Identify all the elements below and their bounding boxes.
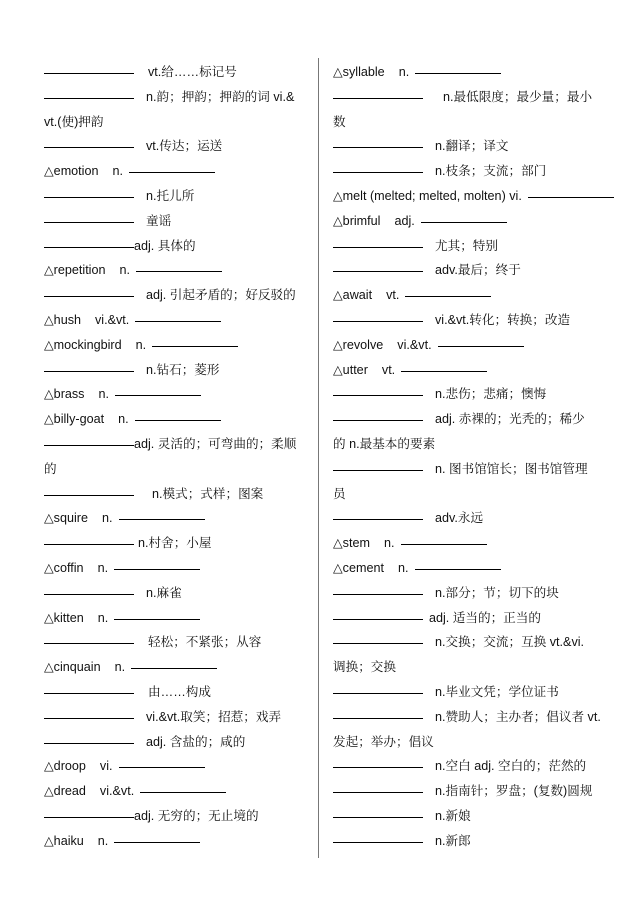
definition-text: adv.最后；终于 xyxy=(435,263,521,278)
answer-blank[interactable] xyxy=(333,146,423,148)
continued-text: 调换；交换 xyxy=(333,660,396,675)
headword: △melt (melted; melted, molten) vi. xyxy=(333,188,522,203)
headword: △emotion xyxy=(44,164,99,179)
answer-blank[interactable] xyxy=(528,196,614,198)
vocab-row xyxy=(333,754,599,779)
column-divider xyxy=(318,58,319,858)
vocab-row xyxy=(333,308,599,333)
part-of-speech: n. xyxy=(398,65,410,79)
definition-text: adv.永远 xyxy=(435,511,484,526)
answer-blank[interactable] xyxy=(135,419,221,421)
answer-blank[interactable] xyxy=(115,394,201,396)
vocab-row xyxy=(44,655,308,680)
answer-blank[interactable] xyxy=(135,320,221,322)
answer-blank[interactable] xyxy=(44,221,134,223)
vocab-row xyxy=(333,110,599,135)
headword: △dread xyxy=(44,784,86,799)
headword: △cinquain xyxy=(44,660,101,675)
vocab-row xyxy=(333,184,599,209)
vocab-row xyxy=(44,556,308,581)
vocab-row xyxy=(44,358,308,383)
vocab-row xyxy=(333,60,599,85)
vocab-row xyxy=(44,754,308,779)
answer-blank[interactable] xyxy=(401,370,487,372)
answer-blank[interactable] xyxy=(44,717,134,719)
answer-blank[interactable] xyxy=(333,791,423,793)
vocab-row xyxy=(44,705,308,730)
definition-text: adj. 赤裸的；光秃的；稀少 xyxy=(435,412,585,427)
vocab-row xyxy=(333,209,599,234)
vocab-row xyxy=(44,630,308,655)
vocab-row xyxy=(333,283,599,308)
answer-blank[interactable] xyxy=(44,816,134,818)
definition-text: n. 图书馆馆长；图书馆管理 xyxy=(435,461,588,476)
part-of-speech: n. xyxy=(97,560,109,575)
headword: △mockingbird xyxy=(44,337,122,352)
continued-text: 的 xyxy=(44,461,57,476)
answer-blank[interactable] xyxy=(333,171,423,173)
vocab-row xyxy=(44,680,308,705)
answer-blank[interactable] xyxy=(140,791,226,793)
definition-text: vi.&vt.取笑；招惹；戏弄 xyxy=(146,709,282,724)
vocab-row xyxy=(44,531,308,556)
vocab-row xyxy=(333,258,599,283)
definition-text: n.枝条；支流；部门 xyxy=(435,164,547,179)
answer-blank[interactable] xyxy=(333,816,423,818)
answer-blank[interactable] xyxy=(44,593,134,595)
headword: △brimful xyxy=(333,213,381,228)
vocab-row xyxy=(44,382,308,407)
answer-blank[interactable] xyxy=(333,97,423,99)
definition-text: n.新娘 xyxy=(435,808,471,823)
vocab-row xyxy=(44,60,308,85)
vocab-row xyxy=(44,159,308,184)
answer-blank[interactable] xyxy=(44,642,134,644)
definition-text: n.翻译；译文 xyxy=(435,139,509,154)
answer-blank[interactable] xyxy=(333,593,423,595)
definition-text: adj. 适当的；正当的 xyxy=(429,610,541,625)
part-of-speech: n. xyxy=(114,660,126,675)
definition-text: n.空白 adj. 空白的；茫然的 xyxy=(435,759,587,774)
answer-blank[interactable] xyxy=(114,841,200,843)
answer-blank[interactable] xyxy=(438,345,524,347)
answer-blank[interactable] xyxy=(44,246,134,248)
definition-text: n.指南针；罗盘；(复数)圆规 xyxy=(435,784,593,799)
headword: △cement xyxy=(333,560,384,575)
headword: △kitten xyxy=(44,610,84,625)
part-of-speech: n. xyxy=(97,610,109,625)
vocab-row xyxy=(44,457,308,482)
definition-text: n.赞助人；主办者；倡议者 vt. xyxy=(435,709,601,724)
vocab-row xyxy=(44,333,308,358)
answer-blank[interactable] xyxy=(131,667,217,669)
headword: △revolve xyxy=(333,337,384,352)
answer-blank[interactable] xyxy=(333,618,423,620)
answer-blank[interactable] xyxy=(333,642,423,644)
part-of-speech: n. xyxy=(98,387,109,402)
definition-text: n.麻雀 xyxy=(146,585,182,600)
answer-blank[interactable] xyxy=(333,692,423,694)
vocab-row xyxy=(44,308,308,333)
vocab-row xyxy=(333,680,599,705)
headword: △await xyxy=(333,288,373,303)
answer-blank[interactable] xyxy=(44,742,134,744)
headword: △squire xyxy=(44,511,88,526)
part-of-speech: n. xyxy=(102,511,113,526)
answer-blank[interactable] xyxy=(44,692,134,694)
vocab-row xyxy=(333,779,599,804)
answer-blank[interactable] xyxy=(44,146,134,148)
vocab-row xyxy=(333,506,599,531)
definition-text: n.新郎 xyxy=(435,833,471,848)
definition-text: n.韵；押韵；押韵的词 vi.& xyxy=(146,89,295,104)
vocab-row xyxy=(333,407,599,432)
vocab-row xyxy=(333,630,599,655)
part-of-speech: n. xyxy=(118,412,129,427)
definition-text: adj. 无穷的；无止境的 xyxy=(134,808,259,823)
vocab-row xyxy=(333,382,599,407)
answer-blank[interactable] xyxy=(44,97,134,99)
answer-blank[interactable] xyxy=(333,320,423,322)
answer-blank[interactable] xyxy=(44,72,134,74)
vocab-row xyxy=(333,482,599,507)
headword: △repetition xyxy=(44,263,106,278)
vocab-row xyxy=(333,581,599,606)
part-of-speech: vi.&vt. xyxy=(99,784,135,799)
vocab-row xyxy=(44,184,308,209)
vocab-row xyxy=(333,531,599,556)
continued-text: 发起；举办；倡议 xyxy=(333,734,434,749)
answer-blank[interactable] xyxy=(421,221,507,223)
continued-text: 数 xyxy=(333,114,346,129)
definition-text: vt.传达；运送 xyxy=(146,139,223,154)
vocab-row xyxy=(333,655,599,680)
part-of-speech: n. xyxy=(97,833,109,848)
vocab-row xyxy=(333,829,599,854)
answer-blank[interactable] xyxy=(333,841,423,843)
vocab-row xyxy=(333,333,599,358)
answer-blank[interactable] xyxy=(405,295,491,297)
part-of-speech: n. xyxy=(119,263,131,278)
definition-text: n.毕业文凭；学位证书 xyxy=(435,684,559,699)
vocab-row xyxy=(44,482,308,507)
answer-blank[interactable] xyxy=(129,171,215,173)
definition-text: adj. 具体的 xyxy=(134,238,196,253)
answer-blank[interactable] xyxy=(136,270,222,272)
vocab-row xyxy=(333,358,599,383)
part-of-speech: n. xyxy=(135,337,147,352)
vocab-row xyxy=(44,234,308,259)
vocab-row xyxy=(44,506,308,531)
continued-text: 员 xyxy=(333,486,346,501)
vocab-row xyxy=(333,134,599,159)
answer-blank[interactable] xyxy=(44,295,134,297)
vocab-row xyxy=(333,606,599,631)
answer-blank[interactable] xyxy=(44,370,134,372)
answer-blank[interactable] xyxy=(333,394,423,396)
vocab-row xyxy=(44,606,308,631)
headword: △stem xyxy=(333,536,370,551)
headword: △haiku xyxy=(44,833,84,848)
vocab-row xyxy=(333,432,599,457)
vocab-row xyxy=(44,804,308,829)
headword: △hush xyxy=(44,312,81,327)
vocab-row xyxy=(333,705,599,730)
part-of-speech: n. xyxy=(397,560,409,575)
part-of-speech: adj. xyxy=(394,213,415,228)
vocab-row xyxy=(44,407,308,432)
answer-blank[interactable] xyxy=(333,518,423,520)
definition-text: n.托儿所 xyxy=(146,188,195,203)
continued-text: vt.(使)押韵 xyxy=(44,114,104,129)
vocab-row xyxy=(333,159,599,184)
definition-text: vi.&vt.转化；转换；改造 xyxy=(435,312,571,327)
definition-text: 尤其；特别 xyxy=(435,238,498,253)
definition-text: n.钻石；菱形 xyxy=(146,362,220,377)
part-of-speech: vt. xyxy=(381,362,396,377)
definition-text: adj. 引起矛盾的；好反驳的 xyxy=(146,288,296,303)
headword: △utter xyxy=(333,362,368,377)
part-of-speech: vi.&vt. xyxy=(95,312,130,327)
vocab-row xyxy=(44,209,308,234)
definition-text: adj. 灵活的；可弯曲的；柔顺 xyxy=(134,436,297,451)
answer-blank[interactable] xyxy=(44,494,134,496)
part-of-speech: vi.&vt. xyxy=(397,337,432,352)
vocab-row xyxy=(44,134,308,159)
answer-blank[interactable] xyxy=(333,270,423,272)
vocab-row xyxy=(333,457,599,482)
vocab-row xyxy=(44,829,308,854)
definition-text: n.部分；节；切下的块 xyxy=(435,585,559,600)
answer-blank[interactable] xyxy=(114,618,200,620)
answer-blank[interactable] xyxy=(333,717,423,719)
vocab-row xyxy=(44,258,308,283)
definition-text: vt.给……标记号 xyxy=(148,65,237,79)
continued-text: 的 n.最基本的要素 xyxy=(333,436,436,451)
part-of-speech: n. xyxy=(112,164,124,179)
vocab-row xyxy=(44,432,308,457)
left-column xyxy=(44,60,308,854)
answer-blank[interactable] xyxy=(44,196,134,198)
headword: △billy-goat xyxy=(44,412,105,427)
answer-blank[interactable] xyxy=(415,72,501,74)
vocab-row xyxy=(44,581,308,606)
answer-blank[interactable] xyxy=(333,766,423,768)
headword: △coffin xyxy=(44,560,84,575)
answer-blank[interactable] xyxy=(333,419,423,421)
answer-blank[interactable] xyxy=(119,766,205,768)
vocab-row xyxy=(44,85,308,110)
answer-blank[interactable] xyxy=(333,246,423,248)
part-of-speech: vi. xyxy=(99,759,113,774)
headword: △droop xyxy=(44,759,86,774)
answer-blank[interactable] xyxy=(44,444,134,446)
answer-blank[interactable] xyxy=(44,543,134,545)
answer-blank[interactable] xyxy=(114,568,200,570)
vocab-row xyxy=(44,779,308,804)
definition-text: n.村舍；小屋 xyxy=(138,536,212,551)
answer-blank[interactable] xyxy=(333,469,423,471)
headword: △brass xyxy=(44,387,85,402)
vocab-row xyxy=(44,283,308,308)
answer-blank[interactable] xyxy=(401,543,487,545)
part-of-speech: vt. xyxy=(386,288,400,303)
definition-text: adj. 含盐的；咸的 xyxy=(146,734,246,749)
vocab-row xyxy=(333,804,599,829)
definition-text: 童谣 xyxy=(146,213,172,228)
vocab-row xyxy=(333,730,599,755)
headword: △syllable xyxy=(333,65,385,79)
definition-text: 轻松；不紧张；从容 xyxy=(148,635,262,650)
answer-blank[interactable] xyxy=(415,568,501,570)
vocab-row xyxy=(44,110,308,135)
answer-blank[interactable] xyxy=(119,518,205,520)
vocab-row xyxy=(333,556,599,581)
definition-text: n.交换；交流；互换 vt.&vi. xyxy=(435,635,585,650)
vocab-row xyxy=(333,234,599,259)
part-of-speech: n. xyxy=(383,536,395,551)
definition-text: 由……构成 xyxy=(148,684,211,699)
definition-text: n.最低限度；最少量；最小 xyxy=(443,89,593,104)
vocab-row xyxy=(44,730,308,755)
right-column xyxy=(333,60,599,854)
definition-text: n.悲伤；悲痛；懊悔 xyxy=(435,387,547,402)
vocab-row xyxy=(333,85,599,110)
definition-text: n.模式；式样；图案 xyxy=(152,486,264,501)
answer-blank[interactable] xyxy=(152,345,238,347)
